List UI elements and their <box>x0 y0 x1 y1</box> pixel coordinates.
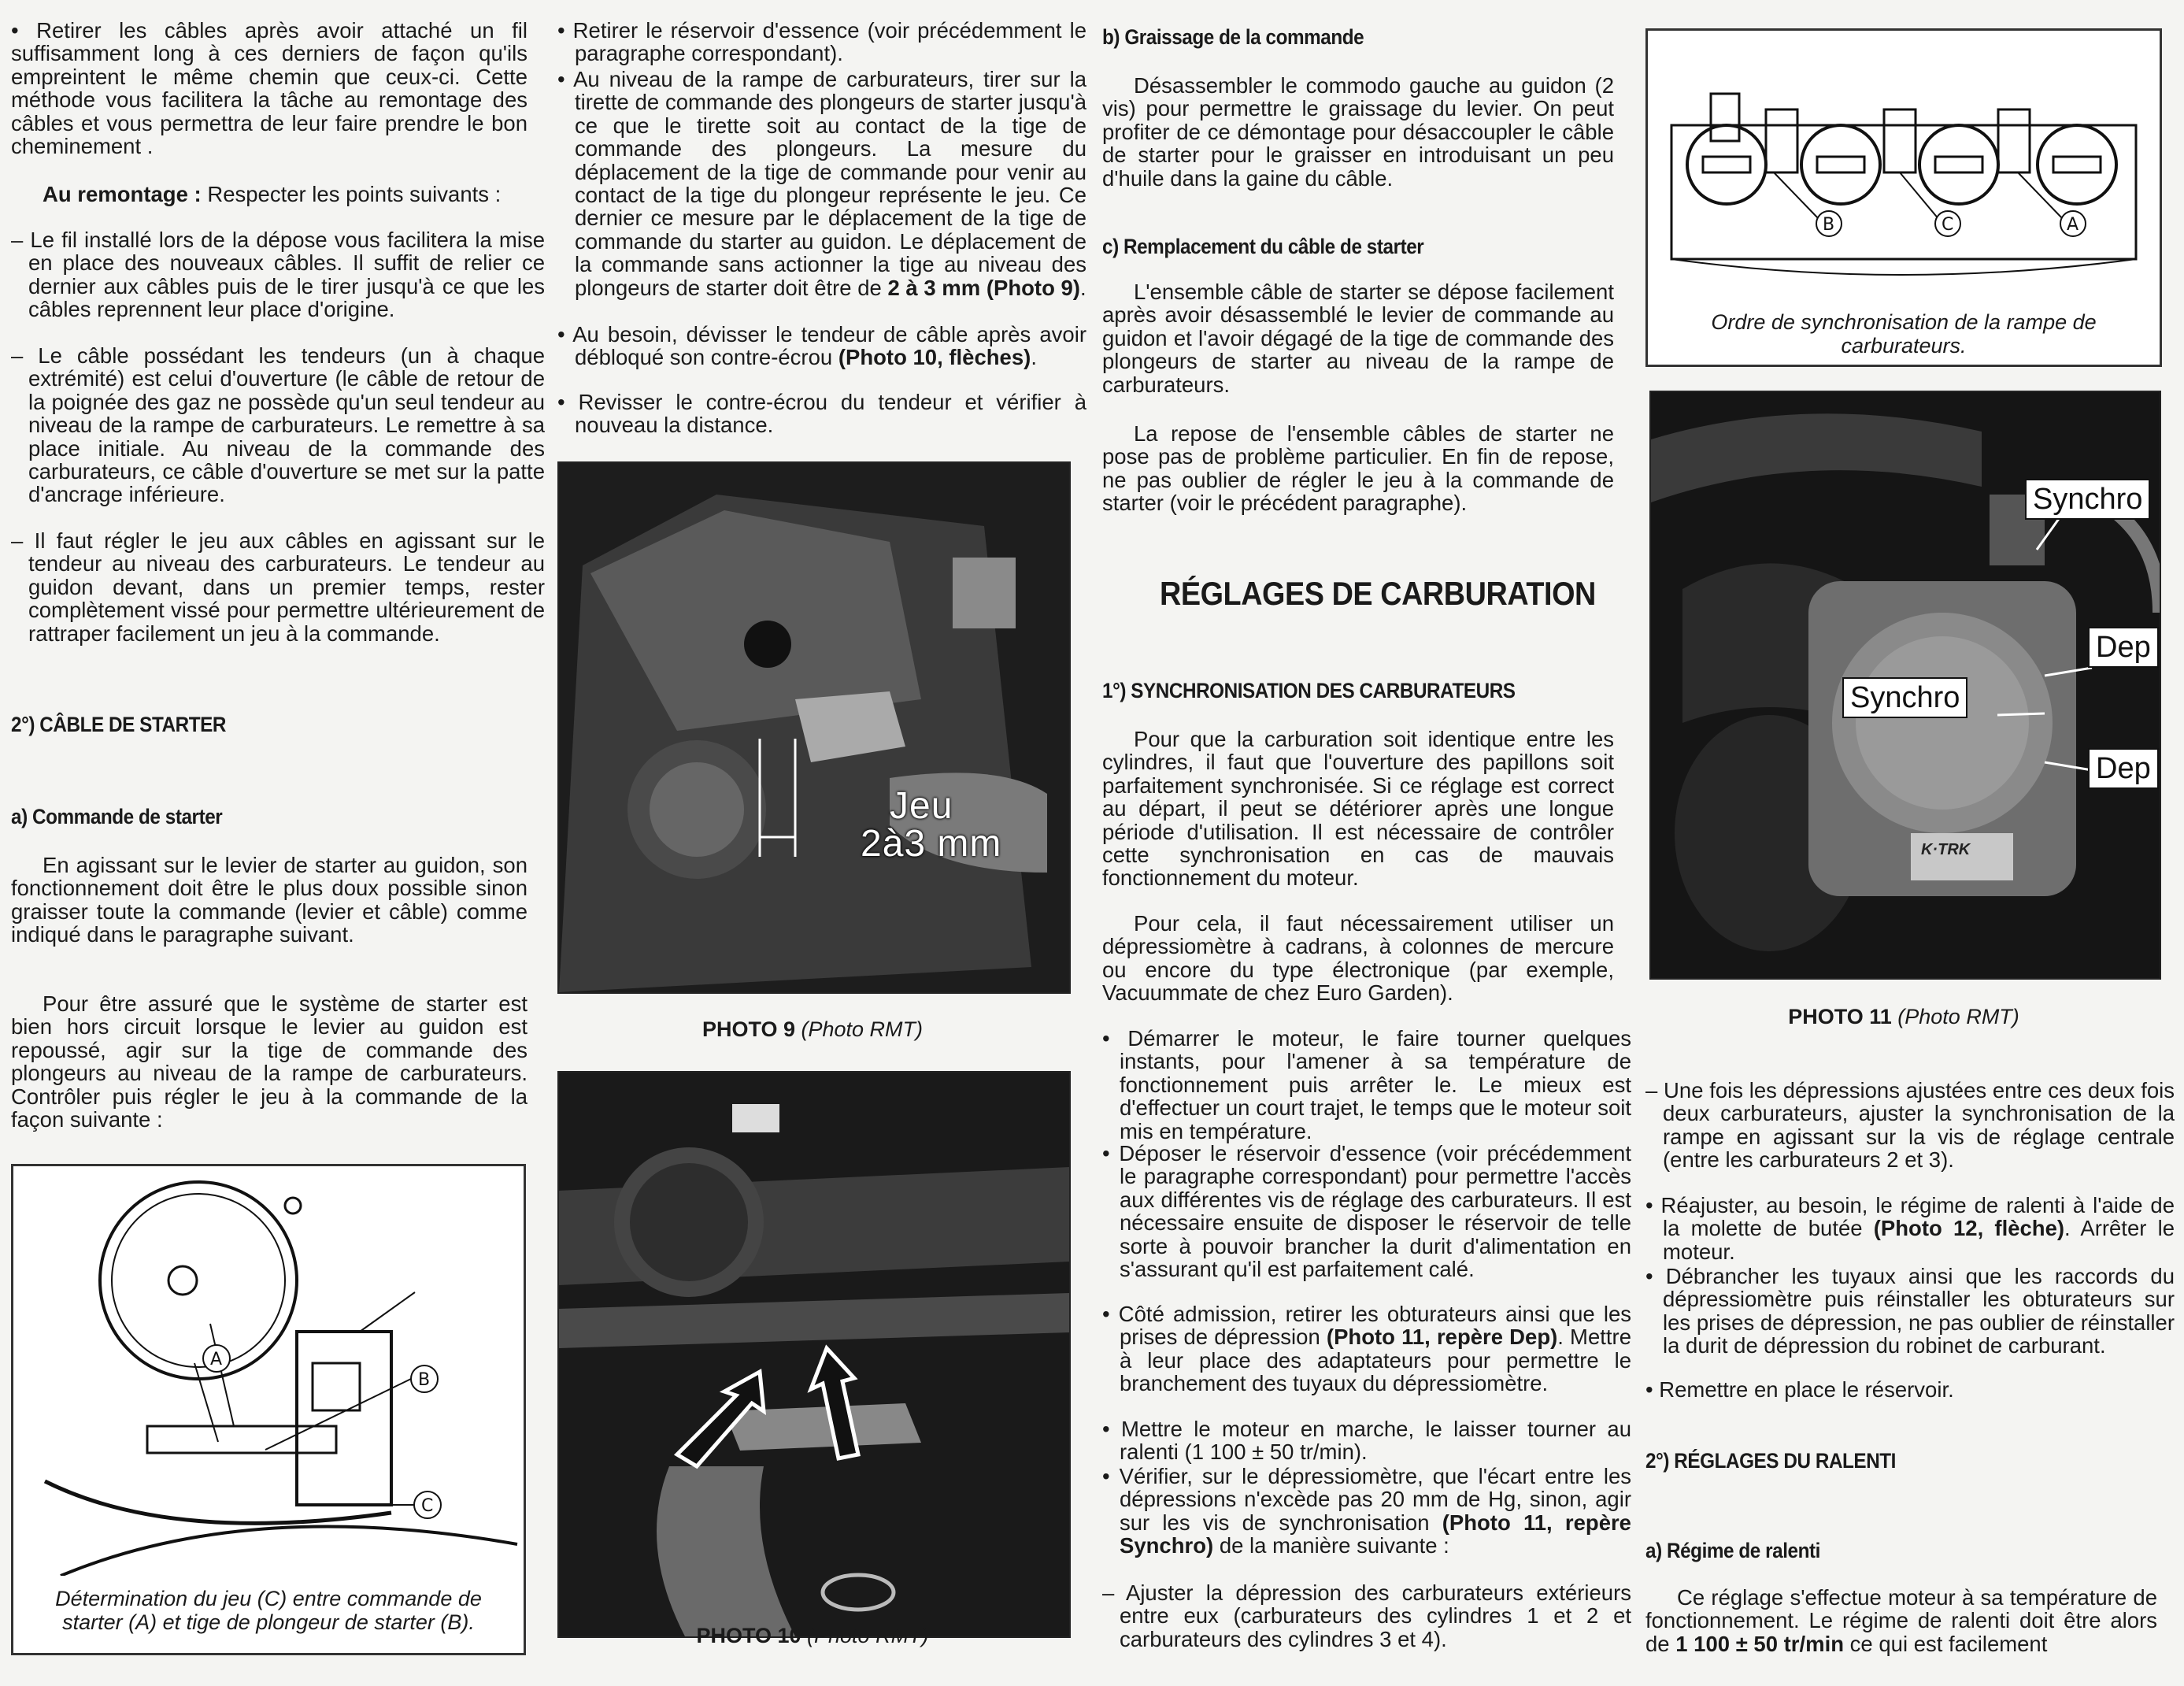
carburetor-brand-logo: K·TRK <box>1921 841 1971 858</box>
photo-11-label-synchro-top: Synchro <box>2025 479 2150 520</box>
paragraph: L'ensemble câble de starter se dépose facilement après avoir désassemblé le levier de commande au guidon et l'avoir dégagé de la tige de commande des plongeurs de starter au niveau de la rampe de carburateurs. <box>1102 280 1614 397</box>
paragraph: – Il faut régler le jeu aux câbles en agissant sur le tendeur au niveau des carburateurs. Le tendeur au guidon devant, dans un premier temps, rester complètement vissé pour permettre ultérieurement de rattraper facilement un jeu à la commande. <box>11 528 545 646</box>
photo-9-label-jeu: Jeu <box>890 785 953 827</box>
paragraph: – Une fois les dépressions ajustées entre ces deux fois deux carburateurs, ajuster la synchronisation de la rampe en agissant sur la vis de réglage centrale (entre les carburateurs 2 et 3). <box>1645 1078 2175 1173</box>
photo-9-label-distance: 2à3 mm <box>861 823 1002 865</box>
photo-9-image <box>559 463 1069 992</box>
paragraph: • Retirer le réservoir d'essence (voir précédemment le paragraphe correspondant). <box>557 18 1086 66</box>
paragraph: • Déposer le réservoir d'essence (voir précédemment le paragraphe correspondant) pour permettre l'accès aux différentes vis de réglage des carburateurs. Il est nécessaire ensuite de disposer le réservoir de telle sorte à pouvoir brancher la durit d'alimentation en s'assurant qu'il est parfaitement calé. <box>1102 1141 1631 1282</box>
paragraph: • Débrancher les tuyaux ainsi que les raccords du dépressiomètre puis réinstaller les obturateurs sur les prises de dépression, ne pas oublier de réinstaller la durit de dépression du robinet de carburant. <box>1645 1264 2175 1358</box>
paragraph: • Revisser le contre-écrou du tendeur et vérifier à nouveau la distance. <box>557 390 1086 438</box>
paragraph: • Réajuster, au besoin, le régime de ralenti à l'aide de la molette de butée (Photo 12, flèche). Arrêter le moteur. <box>1645 1193 2175 1264</box>
paragraph: • Démarrer le moteur, le faire tourner quelques instants, pour l'amener à sa température de fonctionnement puis arrêter le. Le mieux est d'effectuer un court trajet, le temps que le moteur soit mis en température. <box>1102 1026 1631 1143</box>
paragraph: • Au besoin, dévisser le tendeur de câble après avoir débloqué son contre-écrou (Photo 10, flèches). <box>557 322 1086 370</box>
photo-11 <box>1649 391 2161 980</box>
section-heading: 2°) RÉGLAGES DU RALENTI <box>1645 1449 1896 1473</box>
photo-11-label-dep-bottom: Dep <box>2088 748 2159 789</box>
subsection-heading: a) Commande de starter <box>11 805 223 828</box>
paragraph: Ce réglage s'effectue moteur à sa température de fonctionnement. Le régime de ralenti doit être alors de 1 100 ± 50 tr/min ce qui est facilement <box>1645 1585 2157 1656</box>
paragraph: Désassembler le commodo gauche au guidon (2 vis) pour permettre le graissage du levier. On peut profiter de ce démontage pour désaccoupler le câble de starter pour le graisser en introduisant un peu d'huile dans la gaine du câble. <box>1102 73 1614 191</box>
photo-11-caption: PHOTO 11 (Photo RMT) <box>1788 1005 2019 1028</box>
figure-label-b: B <box>1823 215 1835 235</box>
subsection-heading: c) Remplacement du câble de starter <box>1102 235 1424 258</box>
paragraph: • Mettre le moteur en marche, le laisser tourner au ralenti (1 100 ± 50 tr/min). <box>1102 1417 1631 1465</box>
photo-9-caption: PHOTO 9 (Photo RMT) <box>701 1017 924 1041</box>
figure-starter-diagram <box>11 1164 526 1655</box>
photo-10 <box>557 1071 1071 1638</box>
section-heading: 2°) CÂBLE DE STARTER <box>11 713 226 736</box>
paragraph: Pour que la carburation soit identique entre les cylindres, il faut que l'ouverture des papillons soit parfaitement synchronisée. Si ce réglage est correct au départ, il peut se détériorer après une longue période d'utilisation. Il est nécessaire de contrôler cette synchronisation en cas de mauvais fonctionnement du moteur. <box>1102 727 1614 891</box>
paragraph: Pour cela, il faut nécessairement utiliser un dépressiomètre à cadrans, à colonnes de mercure ou encore du type électronique (par exemple, Vacuummate de chez Euro Garden). <box>1102 911 1614 1006</box>
figure-label-a: A <box>2067 215 2079 235</box>
photo-11-label-dep-top: Dep <box>2088 627 2159 668</box>
photo-9 <box>557 461 1071 994</box>
sync-order-drawing <box>1648 31 2160 291</box>
section-heading: 1°) SYNCHRONISATION DES CARBURATEURS <box>1102 679 1516 702</box>
figure-caption: Détermination du jeu (C) entre commande de starter (A) et tige de plongeur de starter (B). <box>55 1587 482 1634</box>
photo-10-image <box>559 1073 1069 1636</box>
paragraph: La repose de l'ensemble câbles de starter ne pose pas de problème particulier. En fin de repose, ne pas oublier de régler le jeu à la commande de starter (voir le précédent paragraphe). <box>1102 421 1614 516</box>
paragraph: En agissant sur le levier de starter au guidon, son fonctionnement doit être le plus doux possible sinon graisser toute la commande (levier et câble) comme indiqué dans le paragraphe suivant. <box>11 853 527 947</box>
paragraph: – Ajuster la dépression des carburateurs extérieurs entre eux (carburateurs des cylindres 1 et 2 et carburateurs des cylindres 3 et 4). <box>1102 1580 1631 1651</box>
paragraph: • Remettre en place le réservoir. <box>1645 1377 1954 1402</box>
paragraph: – Le câble possédant les tendeurs (un à chaque extrémité) est celui d'ouverture (le câble de retour de la poignée des gaz ne possède qu'un seul tendeur au niveau de la rampe de carburateurs. Le remettre à sa place initiale. Au niveau de la commande des carburateurs, ce câble d'ouverture se met sur la patte d'ancrage inférieure. <box>11 343 545 507</box>
paragraph: Au remontage : Respecter les points suivants : <box>43 182 502 206</box>
main-heading: RÉGLAGES DE CARBURATION <box>1160 575 1596 612</box>
photo-10-caption: PHOTO 10 (Photo RMT) <box>696 1624 929 1647</box>
starter-diagram-drawing <box>13 1166 524 1576</box>
figure-sync-order <box>1645 28 2162 367</box>
figure-caption: Ordre de synchronisation de la rampe de carburateurs. <box>1711 310 2097 358</box>
paragraph: • Retirer les câbles après avoir attaché un fil suffisamment long à ces derniers de façon qu'ils empreintent le même chemin que ceux-ci. Cette méthode vous facilitera la tâche au remontage des câbles et vous permettra de leur faire prendre le bon cheminement . <box>11 18 527 159</box>
figure-label-c: C <box>1942 215 1954 235</box>
paragraph: – Le fil installé lors de la dépose vous facilitera la mise en place des nouveaux câbles. Il suffit de relier ce dernier aux câbles puis de le tirer jusqu'à ce que les câbles reprennent leur place d'origine. <box>11 228 545 322</box>
figure-label-a: A <box>210 1350 223 1369</box>
paragraph: • Côté admission, retirer les obturateurs ainsi que les prises de dépression (Photo 11, repère Dep). Mettre à leur place des adaptateurs pour permettre le branchement des tuyaux du dépressiomètre. <box>1102 1302 1631 1396</box>
figure-label-c: C <box>421 1496 434 1516</box>
subsection-heading: b) Graissage de la commande <box>1102 25 1364 49</box>
figure-label-b: B <box>418 1370 431 1390</box>
paragraph: Pour être assuré que le système de starter est bien hors circuit lorsque le levier au guidon est repoussé, agir sur la tige de commande des plongeurs au niveau de la rampe de carburateurs. Contrôler puis régler le jeu à la commande de la façon suivante : <box>11 991 527 1132</box>
paragraph: • Vérifier, sur le dépressiomètre, que l'écart entre les dépressions n'excède pas 20 mm de Hg, sinon, agir sur les vis de synchronisation (Photo 11, repère Synchro) de la manière suivante : <box>1102 1464 1631 1558</box>
photo-11-label-synchro-middle: Synchro <box>1842 677 1967 718</box>
paragraph: • Au niveau de la rampe de carburateurs, tirer sur la tirette de commande des plongeurs de starter jusqu'à ce que le tirette soit au contact de la tige de commande des plongeurs. La mesure du déplacement de la tige de commande pour venir au contact de la tige du plongeur représente le jeu. Ce dernier ce mesure par le déplacement de la tige de commande du starter au guidon. Le déplacement de la commande sans actionner la tige au niveau des plongeurs de starter doit être de 2 à 3 mm (Photo 9). <box>557 67 1086 300</box>
subsection-heading: a) Régime de ralenti <box>1645 1539 1820 1562</box>
